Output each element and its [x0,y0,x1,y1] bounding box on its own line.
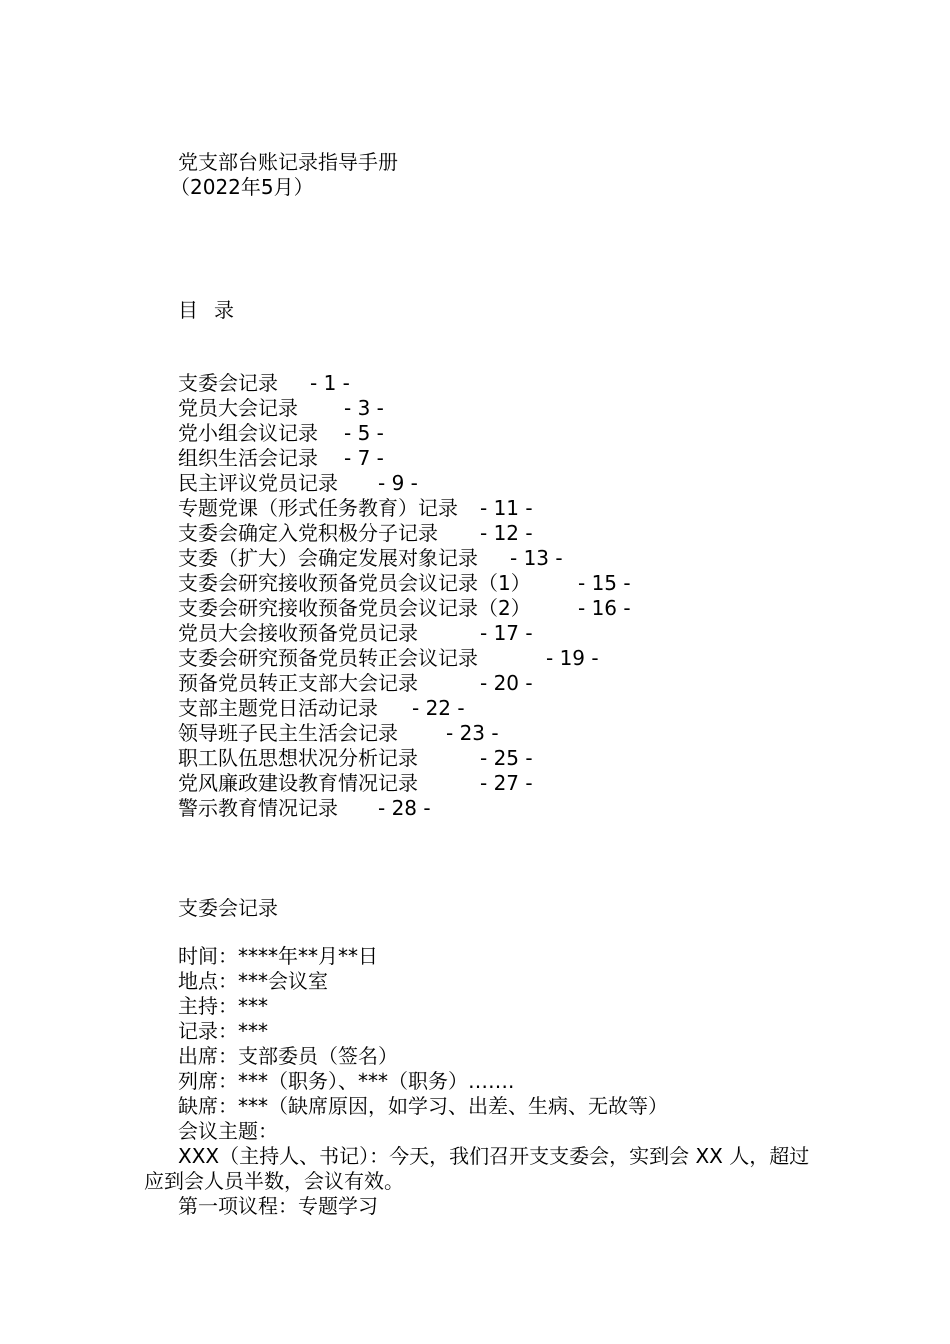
toc-item-label: 支委会研究接收预备党员会议记录（2） [178,596,531,620]
toc-item[interactable] [178,721,631,746]
toc-item-label: 专题党课（形式任务教育）记录 [178,496,458,520]
table-of-contents [178,371,631,821]
toc-item[interactable] [178,621,631,646]
toc-item-page: - 17 - [480,621,533,645]
toc-item-page: - 19 - [546,646,599,670]
toc-item-page: - 3 - [344,396,384,420]
toc-item[interactable] [178,596,631,621]
toc-item-label: 党小组会议记录 [178,421,318,445]
cover-date: （2022年5月） [170,175,314,199]
field-location: 地点：***会议室 [178,969,328,993]
field-observers: 列席：***（职务）、***（职务）……. [178,1069,515,1093]
toc-item-label: 支部主题党日活动记录 [178,696,378,720]
toc-item-page: - 22 - [412,696,465,720]
toc-item-label: 支委（扩大）会确定发展对象记录 [178,546,478,570]
toc-item-page: - 27 - [480,771,533,795]
toc-item-label: 预备党员转正支部大会记录 [178,671,418,695]
toc-item-page: - 25 - [480,746,533,770]
toc-item-label: 党风廉政建设教育情况记录 [178,771,418,795]
toc-item[interactable] [178,646,631,671]
toc-item-page: - 9 - [378,471,418,495]
toc-heading-a: 目 [178,298,198,322]
toc-item[interactable] [178,696,631,721]
toc-item-page: - 16 - [578,596,631,620]
toc-item[interactable] [178,796,631,821]
toc-item-label: 组织生活会记录 [178,446,318,470]
toc-item-label: 党员大会接收预备党员记录 [178,621,418,645]
opening-paragraph-line-1: XXX（主持人、书记）：今天，我们召开支支委会，实到会 XX 人，超过 [178,1144,810,1168]
toc-item-page: - 23 - [446,721,499,745]
toc-heading-b: 录 [214,298,234,322]
opening-paragraph-line-2: 应到会人员半数，会议有效。 [144,1169,404,1193]
toc-item[interactable] [178,546,631,571]
toc-item-label: 党员大会记录 [178,396,298,420]
section-heading: 支委会记录 [178,896,278,920]
toc-item[interactable] [178,771,631,796]
field-attendees: 出席：支部委员（签名） [178,1044,398,1068]
toc-item-label: 支委会研究预备党员转正会议记录 [178,646,478,670]
toc-item-label: 支委会研究接收预备党员会议记录（1） [178,571,531,595]
toc-item-page: - 20 - [480,671,533,695]
toc-item-label: 支委会记录 [178,371,278,395]
toc-item[interactable] [178,421,631,446]
cover-title: 党支部台账记录指导手册 [178,150,398,174]
toc-item[interactable] [178,446,631,471]
field-host: 主持：*** [178,994,268,1018]
toc-item-page: - 28 - [378,796,431,820]
toc-heading [178,298,234,323]
toc-item-page: - 11 - [480,496,533,520]
toc-item[interactable] [178,746,631,771]
toc-item-page: - 1 - [310,371,350,395]
toc-item-page: - 15 - [578,571,631,595]
field-absentees: 缺席：***（缺席原因，如学习、出差、生病、无故等） [178,1094,668,1118]
toc-item[interactable] [178,371,631,396]
toc-item[interactable] [178,496,631,521]
toc-item-page: - 12 - [480,521,533,545]
toc-item-label: 警示教育情况记录 [178,796,338,820]
toc-item[interactable] [178,571,631,596]
toc-item[interactable] [178,471,631,496]
toc-item[interactable] [178,671,631,696]
toc-item-page: - 5 - [344,421,384,445]
field-recorder: 记录：*** [178,1019,268,1043]
toc-item[interactable] [178,396,631,421]
agenda-item-1: 第一项议程：专题学习 [178,1194,378,1218]
toc-item-label: 领导班子民主生活会记录 [178,721,398,745]
toc-item-label: 支委会确定入党积极分子记录 [178,521,438,545]
field-time: 时间：****年**月**日 [178,944,378,968]
toc-item[interactable] [178,521,631,546]
toc-item-label: 职工队伍思想状况分析记录 [178,746,418,770]
toc-item-page: - 13 - [510,546,563,570]
toc-item-label: 民主评议党员记录 [178,471,338,495]
field-topic: 会议主题： [178,1119,278,1143]
toc-item-page: - 7 - [344,446,384,470]
